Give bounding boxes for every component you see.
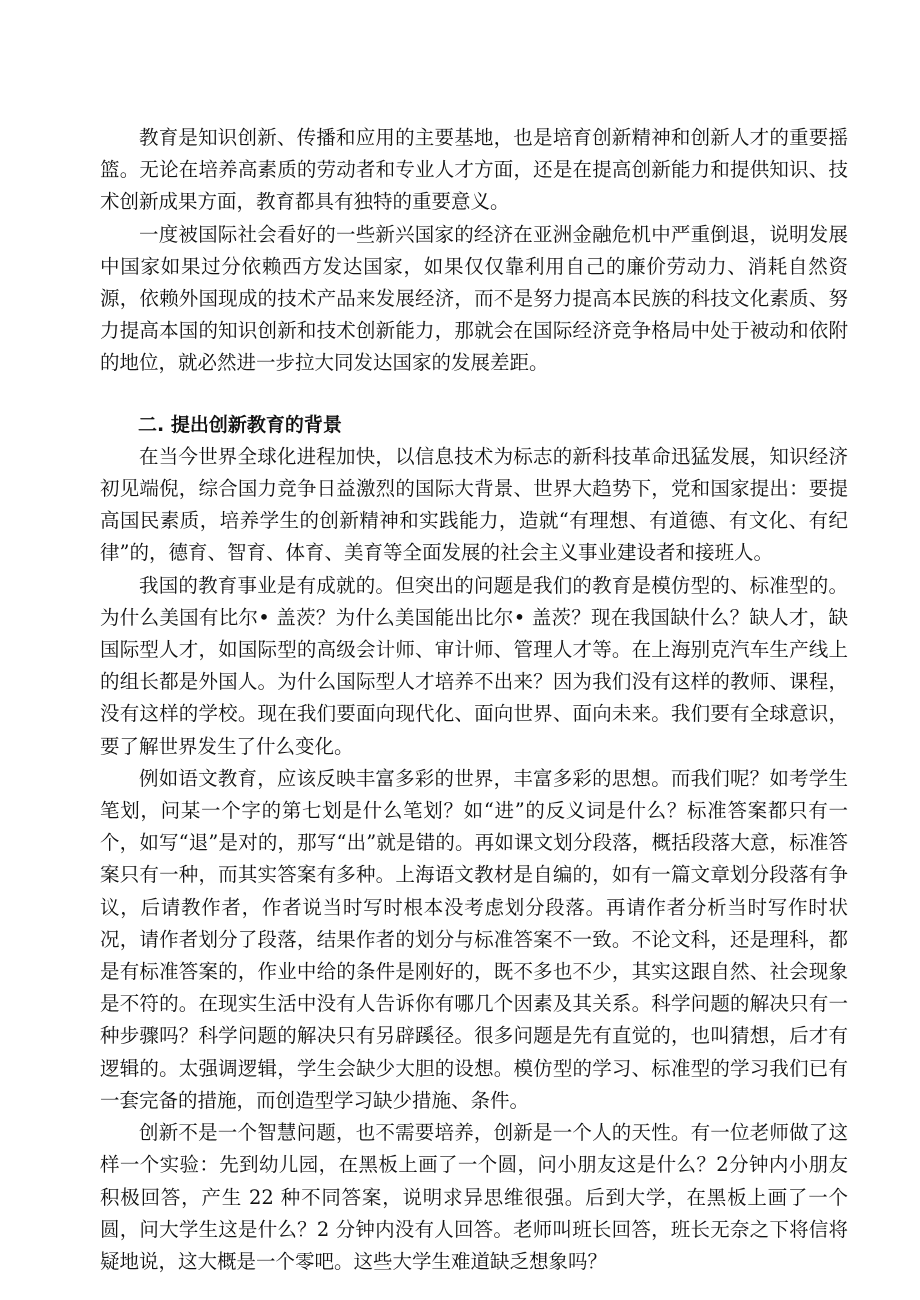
document-page — [100, 122, 848, 1278]
intro-paragraph-2: 一度被国际社会看好的一些新兴国家的经济在亚洲金融危机中严重倒退，说明发展中国家如果过分依赖西方发达国家，如果仅仅靠利用自己的廉价劳动力、消耗自然资源，依赖外国现成的技术产品来发展经济，而不是努力提高本民族的科技文化素质、努力提高本国的知识创新和技术创新能力，那就会在国际经济竞争格局中处于被动和依附的地位，就必然进一步拉大同发达国家的发展差距。 — [100, 222, 848, 375]
section-paragraph-3: 例如语文教育，应该反映丰富多彩的世界，丰富多彩的思想。而我们呢？如考学生笔划，问某一个字的第七划是什么笔划？如“进”的反义词是什么？标准答案都只有一个，如写“退”是对的，那写“出”就是错的。再如课文划分段落，概括段落大意，标准答案只有一种，而其实答案有多种。上海语文教材是自编的，如有一篇文章划分段落有争议，后请教作者，作者说当时写时根本没考虑划分段落。再请作者分析当时写作时状况，请作者划分了段落，结果作者的划分与标准答案不一致。不论文科，还是理科，都是有标准答案的，作业中给的条件是刚好的，既不多也不少，其实这跟自然、社会现象是不符的。在现实生活中没有人告诉你有哪几个因素及其关系。科学问题的解决只有一种步骤吗？科学问题的解决只有另辟蹊径。很多问题是先有直觉的，也叫猜想，后才有逻辑的。太强调逻辑，学生会缺少大胆的设想。模仿型的学习、标准型的学习我们已有一套完备的措施，而创造型学习缺少措施、条件。 — [100, 766, 848, 1112]
section-paragraph-1: 在当今世界全球化进程加快，以信息技术为标志的新科技革命迅猛发展，知识经济初见端倪，综合国力竞争日益激烈的国际大背景、世界大趋势下，党和国家提出：要提高国民素质，培养学生的创新精神和实践能力，造就“有理想、有道德、有文化、有纪律”的，德育、智育、体育、美育等全面发展的社会主义事业建设者和接班人。 — [100, 444, 848, 565]
section-heading: 二. 提出创新教育的背景 — [138, 413, 342, 436]
section-paragraph-4: 创新不是一个智慧问题，也不需要培养，创新是一个人的天性。有一位老师做了这样一个实验：先到幼儿园，在黑板上画了一个圆，问小朋友这是什么？2分钟内小朋友积极回答，产生 22 种不同答案，说明求异思维很强。后到大学，在黑板上画了一个圆，问大学生这是什么？2 分钟内没有人回答。老师叫班长回答，班长无奈之下将信将疑地说，这大概是一个零吧。这些大学生难道缺乏想象吗？ — [100, 1121, 848, 1273]
intro-paragraph-1: 教育是知识创新、传播和应用的主要基地，也是培育创新精神和创新人才的重要摇篮。无论在培养高素质的劳动者和专业人才方面，还是在提高创新能力和提供知识、技术创新成果方面，教育都具有独特的重要意义。 — [100, 126, 848, 214]
section-paragraph-2: 我国的教育事业是有成就的。但突出的问题是我们的教育是模仿型的、标准型的。为什么美国有比尔• 盖茨？为什么美国能出比尔• 盖茨？现在我国缺什么？缺人才，缺国际型人才，如国际型的高级会计师、审计师、管理人才等。在上海别克汽车生产线上的组长都是外国人。为什么国际型人才培养不出来？因为我们没有这样的教师、课程，没有这样的学校。现在我们要面向现代化、面向世界、面向未来。我们要有全球意识，要了解世界发生了什么变化。 — [100, 573, 848, 758]
